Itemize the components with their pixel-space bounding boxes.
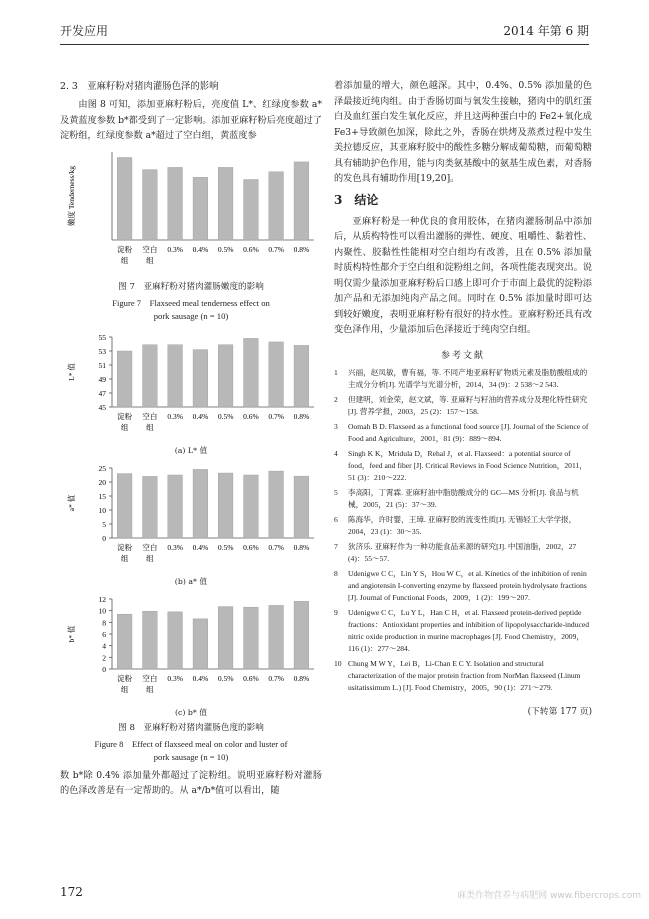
x-tick-label: 0.4% — [192, 673, 209, 683]
reference-number: 7 — [334, 541, 338, 551]
watermark: 麻类作物营养与病肥网 www.fibercrops.com — [457, 891, 641, 901]
x-tick-label: 0.7% — [268, 244, 284, 254]
bar — [244, 338, 259, 407]
reference-item — [334, 367, 592, 391]
reference-number: 4 — [334, 448, 338, 458]
fig8a-label: (a) L* 值 — [174, 445, 208, 455]
continued-note: (下转第 177 页) — [527, 706, 592, 717]
bar — [117, 351, 132, 407]
bar — [244, 607, 259, 669]
reference-text: 李高阳，丁霄霖. 亚麻籽油中脂肪酸成分的 GC—MS 分析[J]. 食品与机械，2005，21 (5)：37～39. — [348, 487, 579, 509]
y-tick-label: 4 — [102, 641, 106, 651]
reference-number: 1 — [334, 367, 338, 377]
reference-item — [334, 607, 592, 655]
bar — [294, 476, 309, 538]
bar — [244, 179, 259, 240]
reference-item — [334, 541, 592, 565]
fig8b-label: (b) a* 值 — [174, 576, 208, 586]
reference-text: 陈海华，许时婴，王璋. 亚麻籽胶的流变性质[J]. 无锡轻工大学学报，2004，23 (1)：30～35. — [348, 514, 577, 536]
y-tick-label: 12 — [98, 594, 106, 604]
bar — [168, 167, 183, 240]
bar — [294, 601, 309, 669]
x-tick-label: 0.8% — [293, 244, 310, 254]
y-tick-label: 45 — [98, 402, 106, 412]
x-tick-label: 组 — [146, 553, 154, 563]
x-tick-label: 0.3% — [167, 244, 183, 254]
bar — [117, 157, 132, 240]
reference-item — [334, 487, 592, 511]
bar — [218, 167, 233, 240]
bar — [244, 475, 259, 538]
reference-item — [334, 514, 592, 538]
bar — [193, 469, 208, 538]
reference-number: 2 — [334, 394, 338, 404]
a-value-chart — [60, 460, 322, 572]
page-number: 172 — [60, 885, 83, 899]
bar — [117, 614, 132, 669]
x-tick-label: 0.6% — [243, 673, 259, 683]
x-tick-label: 0.8% — [293, 411, 310, 421]
y-tick-label: 2 — [102, 652, 106, 662]
reference-text: 狄济乐. 亚麻籽作为一种功能食品来源的研究[J]. 中国油脂，2002，27 (4)：55～57. — [348, 541, 577, 563]
reference-item — [334, 394, 592, 418]
bar — [218, 606, 233, 668]
bar — [143, 611, 158, 669]
x-tick-label: 空白 — [142, 542, 158, 552]
figure-7 — [60, 144, 322, 278]
x-tick-label: 组 — [146, 684, 154, 694]
reference-number: 10 — [334, 658, 342, 668]
issue-label: 2014 年第 6 期 — [503, 24, 589, 38]
fig8-caption-en: Figure 8 Effect of flaxseed meal on color and luster of — [94, 738, 288, 749]
reference-text: Chung M W Y，Lei B，Li-Chan E C Y. Isolation and structural characterization of the major protein fraction from NorMan flaxseed (Linum usitatissimum L.) [J]. Food Chemistry，2005，90 (1)：271～279. — [348, 658, 581, 692]
b-value-chart — [60, 591, 322, 703]
reference-item — [334, 568, 592, 604]
y-axis-label: 嫩度 Tenderness/kg — [67, 165, 76, 226]
references-title: 参考文献 — [440, 350, 485, 361]
reference-item — [334, 658, 592, 694]
x-tick-label: 0.4% — [192, 244, 209, 254]
y-axis-label: a* 值 — [67, 494, 76, 511]
bar — [117, 473, 132, 537]
reference-item — [334, 421, 592, 445]
y-tick-label: 10 — [98, 505, 106, 515]
y-tick-label: 0 — [102, 533, 106, 543]
y-tick-label: 5 — [102, 519, 106, 529]
bar — [168, 475, 183, 538]
y-tick-label: 0 — [102, 664, 106, 674]
reference-text: Udenigwe C C，Lu Y L，Han C H，et al. Flaxseed protein-derived peptide fractions：Antioxidant properties and inhibition of lipopolysaccharide-induced nitric oxide production in murine macrophages [J]. Food Chemistry，2009，116 (1)：277～284. — [348, 607, 590, 653]
x-tick-label: 组 — [120, 684, 129, 694]
bar — [218, 473, 233, 538]
x-tick-label: 0.3% — [167, 411, 183, 421]
x-tick-label: 0.4% — [192, 411, 209, 421]
bar — [143, 344, 158, 406]
reference-number: 6 — [334, 514, 338, 524]
paragraph: 数 b*除 0.4% 添加量外都超过了淀粉组。说明亚麻籽粉对灌肠的色泽改善是有一定帮助的。从 a*/b*值可以看出，随 — [60, 769, 322, 796]
reference-number: 8 — [334, 568, 338, 578]
right-column — [334, 78, 592, 717]
running-header — [60, 22, 589, 45]
y-tick-label: 47 — [98, 388, 106, 398]
bar — [168, 611, 183, 668]
x-tick-label: 0.6% — [243, 542, 259, 552]
x-tick-label: 组 — [120, 553, 129, 563]
x-tick-label: 淀粉 — [117, 673, 133, 683]
x-tick-label: 组 — [146, 255, 154, 265]
y-axis-label: b* 值 — [67, 625, 76, 642]
y-tick-label: 8 — [102, 617, 106, 627]
fig8c-label: (c) b* 值 — [174, 707, 208, 717]
paragraph: 由图 8 可知，添加亚麻籽粉后，亮度值 L*、红绿度参数 a*及黄蓝度参数 b*都受到了一定影响。添加亚麻籽粉后亮度超过了淀粉组，红绿度参数 a*超过了空白组，黄蓝度参 — [60, 99, 322, 141]
x-tick-label: 0.6% — [243, 411, 259, 421]
y-tick-label: 20 — [98, 477, 106, 487]
reference-number: 3 — [334, 421, 338, 431]
reference-text: Udenigwe C C，Lin Y S，Hou W C，et al. Kinetics of the inhibition of renin and angiotensin I-converting enzyme by flaxseed protein hydrolysate fractions [J]. Journal of Functional Foods，2009，1 (2)：199～207. — [348, 568, 587, 602]
bar — [294, 161, 309, 239]
fig7-caption: 图 7 亚麻籽粉对猪肉灌肠嫩度的影响 — [118, 281, 264, 292]
figure-8b — [60, 460, 322, 576]
reference-text: Singh K K，Mridula D，Rehal J，et al. Flaxseed：a potential source of food，feed and fiber [J]. Critical Reviews in Food Science Nutrition，2011，51 (3)：210～222. — [348, 448, 587, 482]
x-tick-label: 组 — [120, 422, 129, 432]
x-tick-label: 0.7% — [268, 411, 284, 421]
left-column — [60, 78, 322, 799]
paragraph: 着添加量的增大，颜色越深。其中，0.4%、0.5% 添加量的色泽最接近纯肉组。由于香肠切面与氧发生接触，猪肉中的肌红蛋白及血红蛋白发生氧化反应，并且这两种蛋白中的 Fe2+氧化成 Fe3+导致颜色加深，除此之外，香肠在烘烤及蒸煮过程中发生美拉德反应，其亚麻籽胶中的酸性多糖分解成葡萄糖，而葡萄糖具有辅助护色作用，能与肉类氨基酸中的氨基生成色素，对香肠的发色具有辅助作用[19,20]。 — [334, 80, 592, 184]
x-tick-label: 0.4% — [192, 542, 209, 552]
y-tick-label: 49 — [98, 374, 106, 384]
x-tick-label: 空白 — [142, 244, 158, 254]
section-heading: 2. 3 亚麻籽粉对猪肉灌肠色泽的影响 — [60, 81, 219, 92]
reference-list — [334, 367, 592, 694]
y-tick-label: 6 — [102, 629, 106, 639]
y-tick-label: 25 — [98, 463, 106, 473]
bar — [218, 344, 233, 406]
paragraph: 亚麻籽粉是一种优良的食用胶体，在猪肉灌肠制品中添加后，从质构特性可以看出灌肠的弹性、硬度、咀嚼性、黏着性、内聚性、胶黏性性能相对空白组均有改善，且在 0.5% 添加量时质构特性都介于空白组和淀粉组之间，各项性能表现突出。说明仅需少量添加亚麻籽粉后口感上即可介于市面上最优的淀粉添加产品和无添加纯肉产品之间。同时在 0.5% 添加量时即可达到较好嫩度，表明亚麻籽粉有很好的持水性。亚麻籽粉还具有改变色泽作用，少量添加后色泽接近于纯肉空白组。 — [334, 215, 592, 335]
bar — [269, 171, 284, 239]
x-tick-label: 空白 — [142, 673, 158, 683]
x-tick-label: 0.3% — [167, 542, 183, 552]
x-tick-label: 淀粉 — [117, 411, 133, 421]
x-tick-label: 0.5% — [217, 542, 234, 552]
x-tick-label: 0.5% — [217, 411, 234, 421]
fig7-caption-en: Figure 7 Flaxseed meal tenderness effect on — [112, 297, 270, 308]
bar — [168, 344, 183, 406]
fig8-caption-en-2: pork sausage (n = 10) — [153, 751, 229, 762]
tenderness-chart — [60, 144, 322, 274]
reference-text: Oomah B D. Flaxseed as a functional food source [J]. Journal of the Science of Food and Agriculture，2001，81 (9)：889～894. — [348, 421, 589, 443]
x-tick-label: 0.8% — [293, 673, 310, 683]
reference-text: 但建明，刘金荣，赵文斌，等. 亚麻籽与籽油的营养成分及理化特性研究[J]. 营养学报，2003，25 (2)：157～158. — [348, 394, 588, 416]
reference-text: 兴丽，赵凤敏，曹有福，等. 不同产地亚麻籽矿物质元素及脂肪酸组成的主成分分析[J]. 光谱学与光谱分析，2014，34 (9)：2 538～2 543. — [348, 367, 588, 389]
bar — [294, 345, 309, 407]
x-tick-label: 空白 — [142, 411, 158, 421]
x-tick-label: 淀粉 — [117, 542, 133, 552]
x-tick-label: 组 — [120, 255, 129, 265]
bar — [269, 341, 284, 406]
y-axis-label: L* 值 — [67, 362, 76, 381]
x-tick-label: 0.3% — [167, 673, 183, 683]
x-tick-label: 0.5% — [217, 244, 234, 254]
bar — [193, 618, 208, 668]
bar — [193, 177, 208, 240]
bar — [143, 476, 158, 538]
x-tick-label: 0.7% — [268, 542, 284, 552]
y-tick-label: 55 — [98, 332, 106, 342]
l-value-chart — [60, 329, 322, 441]
conclusion-heading: 3 结论 — [334, 192, 379, 207]
x-tick-label: 淀粉 — [117, 244, 133, 254]
bar — [143, 169, 158, 239]
x-tick-label: 组 — [146, 422, 154, 432]
y-tick-label: 15 — [98, 491, 106, 501]
reference-number: 5 — [334, 487, 338, 497]
bar — [193, 349, 208, 406]
x-tick-label: 0.8% — [293, 542, 310, 552]
reference-number: 9 — [334, 607, 338, 617]
figure-8a — [60, 329, 322, 445]
bar — [269, 605, 284, 669]
reference-item — [334, 448, 592, 484]
x-tick-label: 0.5% — [217, 673, 234, 683]
figure-8c — [60, 591, 322, 707]
fig7-caption-en-2: pork sausage (n = 10) — [153, 310, 229, 321]
x-tick-label: 0.7% — [268, 673, 284, 683]
journal-section: 开发应用 — [60, 24, 109, 38]
y-tick-label: 51 — [98, 360, 106, 370]
bar — [269, 471, 284, 538]
x-tick-label: 0.6% — [243, 244, 259, 254]
y-tick-label: 10 — [98, 606, 106, 616]
fig8-caption: 图 8 亚麻籽粉对猪肉灌肠色度的影响 — [118, 722, 264, 733]
y-tick-label: 53 — [98, 346, 106, 356]
